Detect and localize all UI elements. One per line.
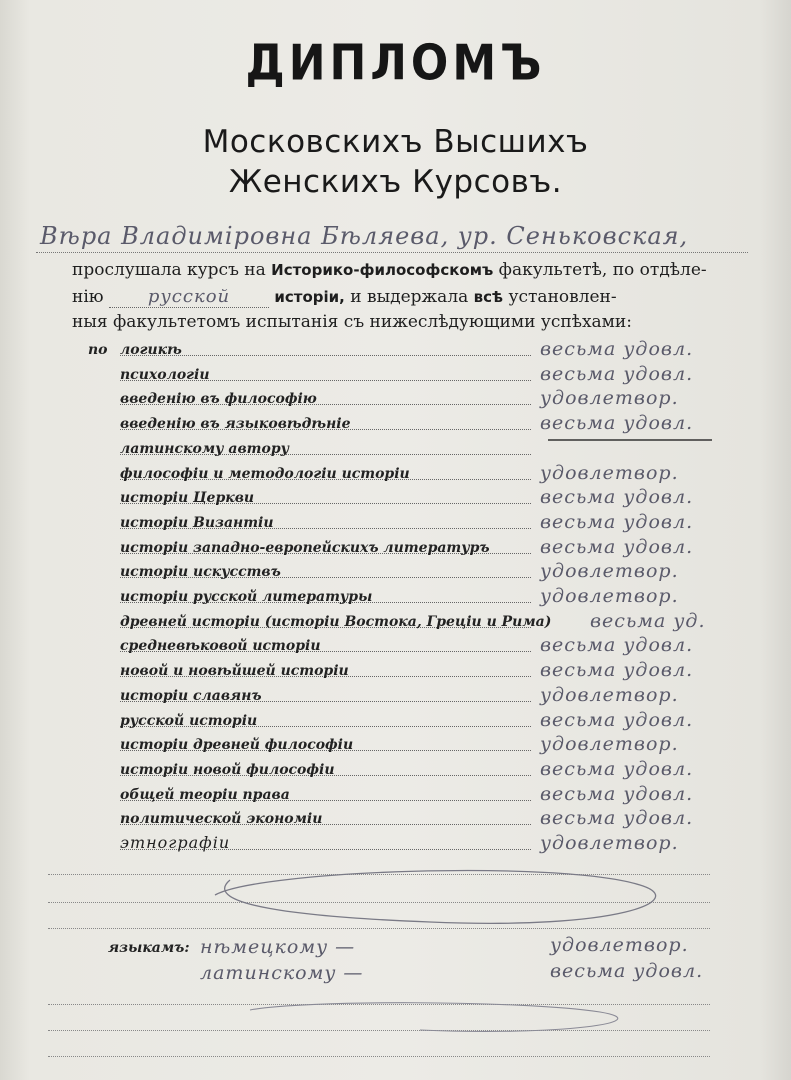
subject-name: исторіи Византіи <box>120 514 274 531</box>
subject-name: исторіи славянъ <box>120 687 262 704</box>
subject-grade: удовлетвор. <box>540 683 679 706</box>
language-grade: удовлетвор. <box>550 934 689 956</box>
subject-name: этнографіи <box>120 833 231 852</box>
subject-grade: удовлетвор. <box>540 387 679 410</box>
body-text: всѣ <box>473 288 504 306</box>
subject-name: политической экономіи <box>120 811 323 828</box>
subject-grade: весьма удовл. <box>540 634 694 657</box>
subject-name: введенію въ философію <box>120 391 317 408</box>
subject-name: психологіи <box>120 366 210 383</box>
subject-prefix: по <box>88 342 108 358</box>
institution-name-line1: Московскихъ Высшихъ <box>202 124 589 160</box>
body-text: установлен- <box>508 287 617 307</box>
subject-name: исторіи искусствъ <box>120 564 281 581</box>
diploma-title: ДИПЛОМЪ <box>245 34 546 93</box>
subject-name: русской исторіи <box>120 712 258 729</box>
subject-name: введенію въ языковѣдѣніе <box>120 416 351 433</box>
subject-grade: удовлетвор. <box>540 585 679 607</box>
subject-grade: удовлетвор. <box>540 733 679 756</box>
language-name: латинскому — <box>200 962 364 984</box>
subject-grade: весьма удовл. <box>540 757 694 780</box>
subject-grade: весьма удовл. <box>540 338 694 360</box>
language-grade: весьма удовл. <box>550 960 704 982</box>
subject-grade: весьма уд. <box>590 609 706 632</box>
subject-grade: весьма удовл. <box>540 412 694 435</box>
institution-name-line2: Женскихъ Курсовъ. <box>228 164 563 200</box>
languages-label: языкамъ: <box>108 940 190 956</box>
subject-name: исторіи русской литературы <box>120 589 373 605</box>
body-text: прослушала курсъ на <box>72 260 266 280</box>
subject-name: средневѣковой исторіи <box>120 638 321 655</box>
body-text: нію <box>72 287 104 307</box>
body-line-3: ныя факультетомъ испытанія съ нижеслѣдующими успѣхами: <box>72 312 632 332</box>
subject-grade: удовлетвор. <box>540 461 679 484</box>
subject-grade: весьма удовл. <box>540 510 694 533</box>
language-name: нѣмецкому — <box>200 936 356 958</box>
department-name: русской <box>109 286 269 308</box>
student-name: Вѣра Владиміровна Бѣляева, ур. Сеньковская, <box>40 222 689 250</box>
subject-grade: весьма удовл. <box>540 782 694 805</box>
subject-name: философіи и методологіи исторіи <box>120 465 410 482</box>
subject-name: исторіи новой философіи <box>120 761 335 778</box>
subject-grade: весьма удовл. <box>540 486 694 509</box>
subject-grade: удовлетвор. <box>540 832 679 854</box>
subject-grade: удовлетвор. <box>540 560 679 583</box>
subject-name: исторіи древней философіи <box>120 737 354 754</box>
subject-grade: весьма удовл. <box>540 659 694 682</box>
faculty-name: Историко-философскомъ <box>271 261 494 279</box>
subject-name: общей теоріи права <box>120 786 290 803</box>
body-text: факультетѣ, по отдѣле- <box>498 260 707 280</box>
subject-grade: весьма удовл. <box>540 362 694 385</box>
subject-grade: весьма удовл. <box>540 708 694 731</box>
subject-name: новой и новѣйшей исторіи <box>120 663 349 680</box>
subject-name: логикѣ <box>120 342 182 358</box>
body-text: исторіи, <box>274 288 345 306</box>
subject-grade: весьма удовл. <box>540 535 694 558</box>
body-text: и выдержала <box>350 287 469 307</box>
subject-name: исторіи Церкви <box>120 490 255 507</box>
subject-grade: весьма удовл. <box>540 807 694 830</box>
subject-name: древней исторіи (исторіи Востока, Греціи и Рима) <box>120 613 552 630</box>
subject-name: исторіи западно-европейскихъ литературъ <box>120 539 490 556</box>
subject-name: латинскому автору <box>120 440 289 457</box>
